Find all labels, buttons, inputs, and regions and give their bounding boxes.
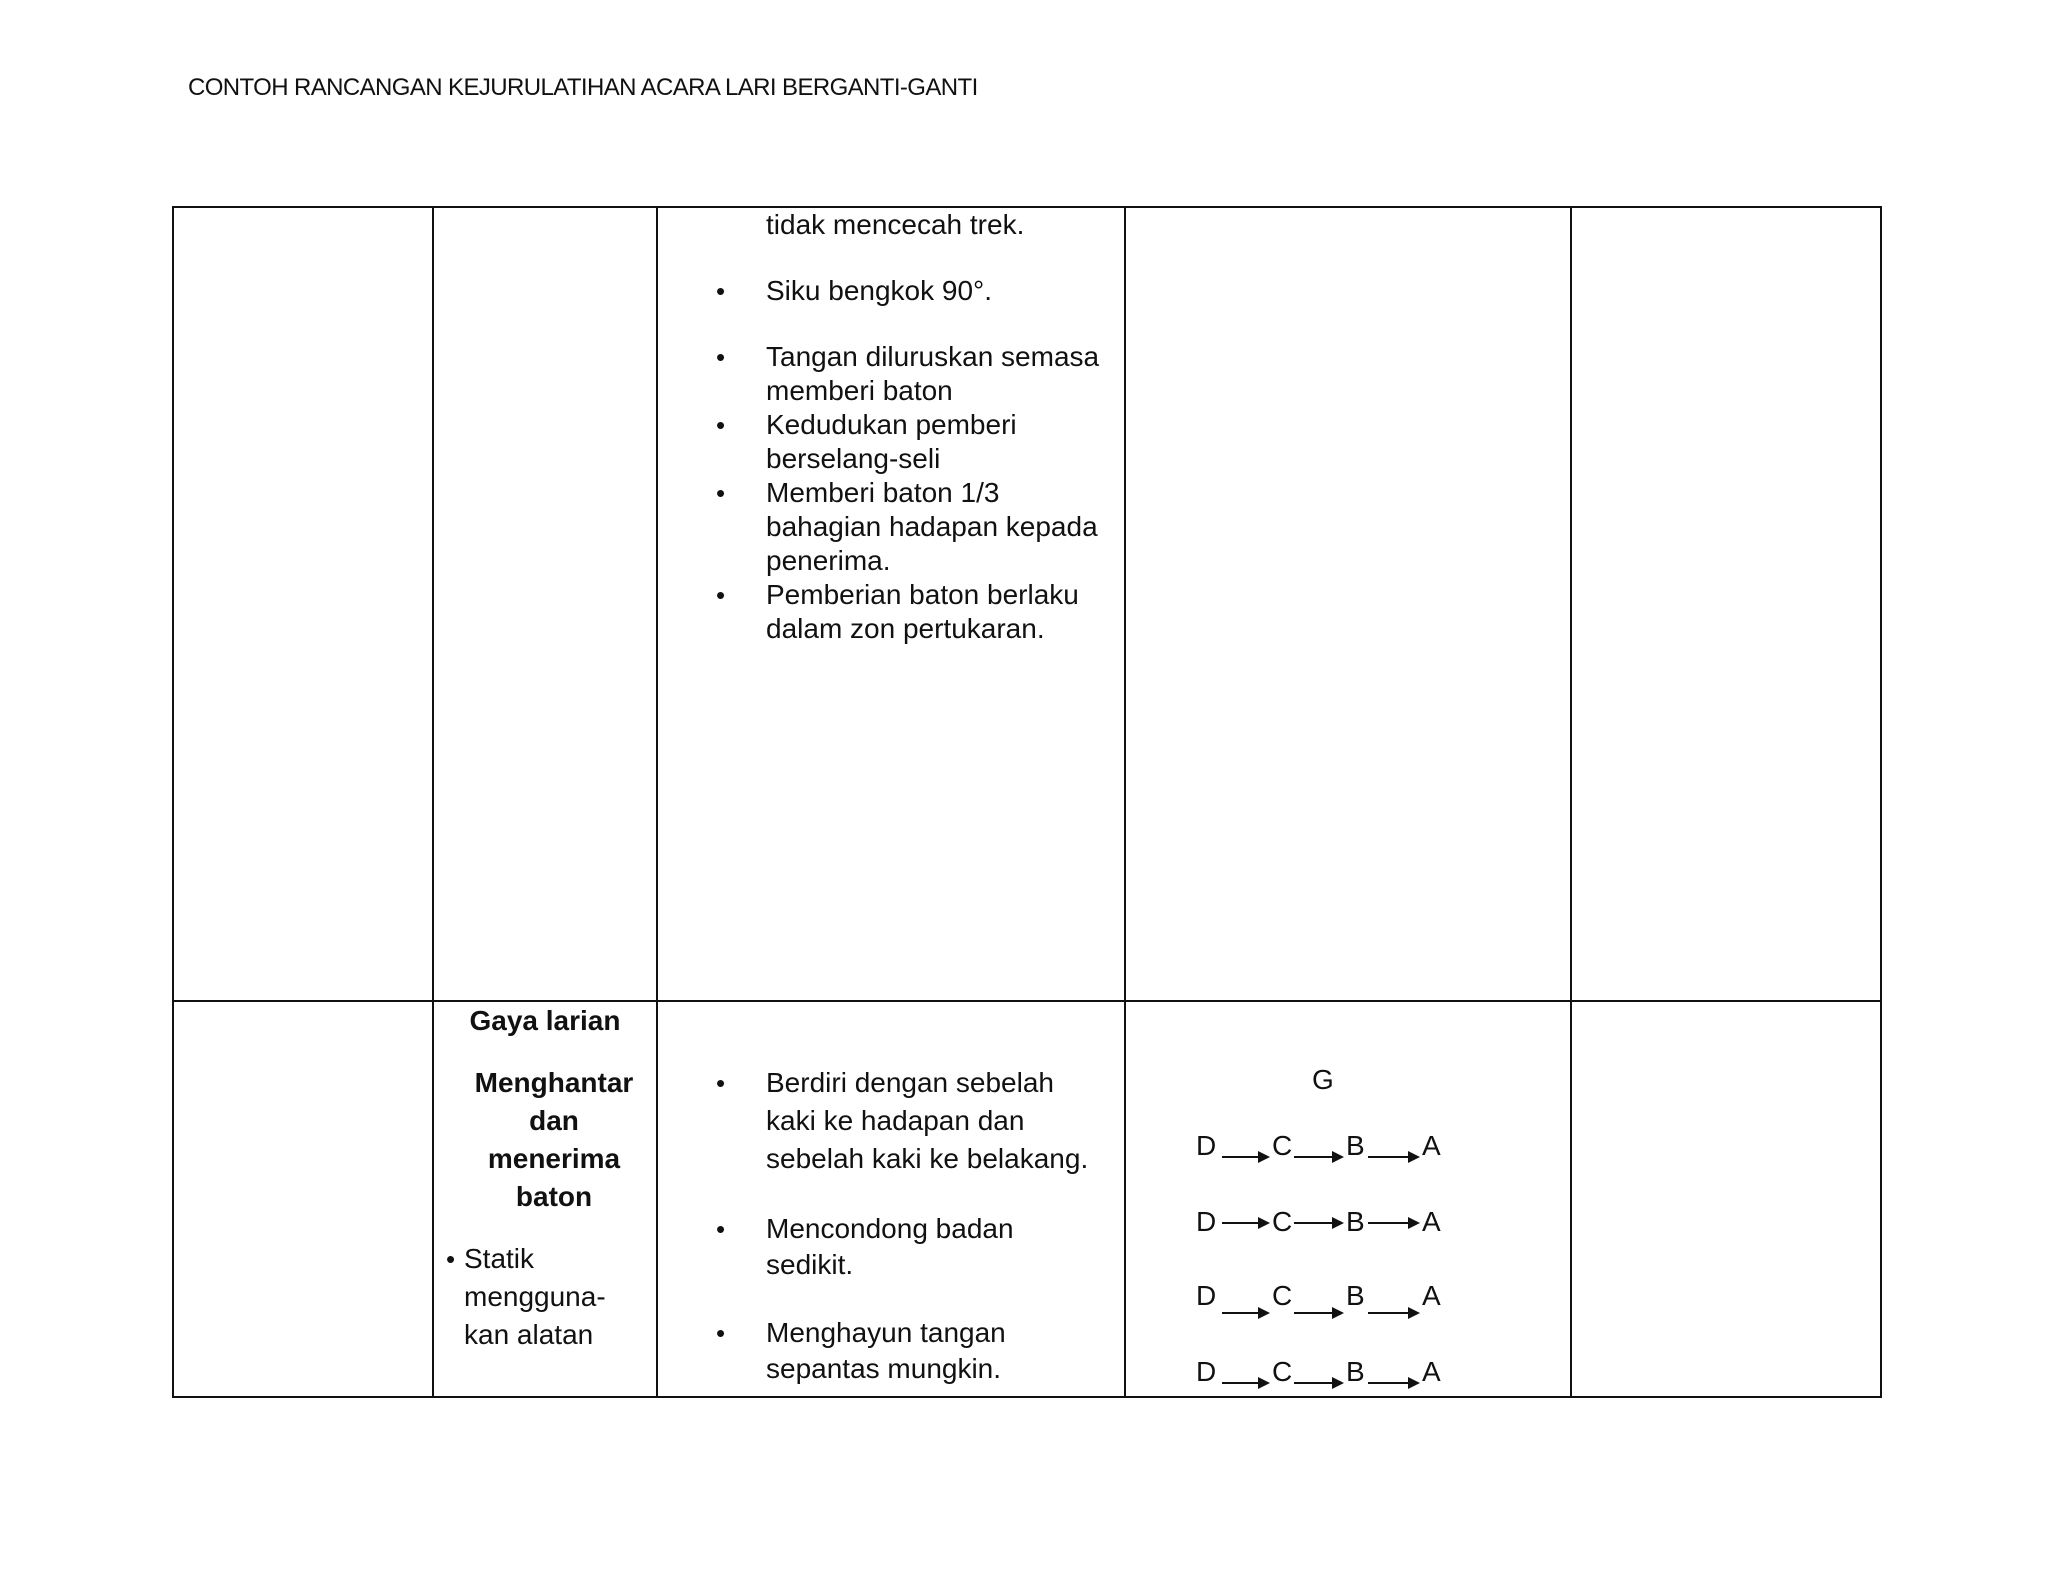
runner-label: D (1196, 1356, 1217, 1387)
runner-label: D (1196, 1130, 1217, 1161)
bullet-text: sebelah kaki ke belakang. (766, 1143, 1089, 1174)
bullet-text: Tangan diluruskan semasa (766, 341, 1100, 372)
bullet-text: Berdiri dengan sebelah (766, 1067, 1054, 1098)
bullet-text: Siku bengkok 90°. (766, 275, 993, 306)
runner-label: A (1422, 1280, 1441, 1311)
page-header: CONTOH RANCANGAN KEJURULATIHAN ACARA LARI BERGANTI-GANTI (188, 74, 978, 101)
bullet-text: Pemberian baton berlaku (766, 579, 1079, 610)
runner-label: A (1422, 1356, 1441, 1387)
arrow-icon (1368, 1156, 1418, 1158)
arrow-icon (1294, 1156, 1342, 1158)
arrow-icon (1294, 1382, 1342, 1384)
column-divider (1124, 208, 1126, 1396)
bullet-icon: • (716, 1318, 726, 1348)
arrow-icon (1222, 1312, 1268, 1314)
runner-label: D (1196, 1280, 1217, 1311)
bullet-text: berselang-seli (766, 443, 941, 474)
runner-label: C (1272, 1206, 1293, 1237)
bullet-text: Memberi baton 1/3 (766, 477, 1000, 508)
runner-label: C (1272, 1356, 1293, 1387)
bullet-text: sepantas mungkin. (766, 1353, 1002, 1384)
item-text: kan alatan (464, 1319, 594, 1350)
column-divider (432, 208, 434, 1396)
column-divider (656, 208, 658, 1396)
column-divider (1570, 208, 1572, 1396)
bullet-text: memberi baton (766, 375, 953, 406)
bullet-text: Menghayun tangan (766, 1317, 1006, 1348)
bullet-text: Mencondong badan (766, 1213, 1014, 1244)
bullet-text: bahagian hadapan kepada (766, 511, 1098, 542)
bullet-icon: • (446, 1244, 456, 1274)
arrow-icon (1222, 1222, 1268, 1224)
bullet-text: kaki ke hadapan dan (766, 1105, 1025, 1136)
bullet-text: dalam zon pertukaran. (766, 613, 1045, 644)
bullet-icon: • (716, 478, 726, 508)
diagram-label-g: G (1312, 1064, 1334, 1095)
skill-title-line: baton (515, 1181, 593, 1212)
bullet-icon: • (716, 410, 726, 440)
runner-label: B (1346, 1280, 1365, 1311)
arrow-icon (1368, 1312, 1418, 1314)
skill-title-line: menerima (487, 1143, 621, 1174)
bullet-text: penerima. (766, 545, 891, 576)
runner-label: D (1196, 1206, 1217, 1237)
bullet-text: sedikit. (766, 1249, 854, 1280)
bullet-icon: • (716, 1214, 726, 1244)
training-plan-table (172, 206, 1882, 1398)
runner-label: B (1346, 1356, 1365, 1387)
arrow-icon (1222, 1156, 1268, 1158)
arrow-icon (1368, 1222, 1418, 1224)
bullet-icon: • (716, 1068, 726, 1098)
runner-label: C (1272, 1280, 1293, 1311)
runner-label: A (1422, 1206, 1441, 1237)
arrow-icon (1294, 1312, 1342, 1314)
runner-label: A (1422, 1130, 1441, 1161)
section-title: Gaya larian (469, 1005, 621, 1036)
row-divider (174, 1000, 1880, 1002)
continued-text: tidak mencecah trek. (766, 209, 1025, 240)
bullet-icon: • (716, 276, 726, 306)
item-text: mengguna- (464, 1281, 606, 1312)
runner-label: C (1272, 1130, 1293, 1161)
arrow-icon (1368, 1382, 1418, 1384)
bullet-icon: • (716, 342, 726, 372)
bullet-icon: • (716, 580, 726, 610)
item-text: Statik (464, 1243, 535, 1274)
bullet-text: Kedudukan pemberi (766, 409, 1017, 440)
runner-label: B (1346, 1206, 1365, 1237)
runner-label: B (1346, 1130, 1365, 1161)
arrow-icon (1294, 1222, 1342, 1224)
skill-title-line: Menghantar (474, 1067, 634, 1098)
arrow-icon (1222, 1382, 1268, 1384)
skill-title-line: dan (529, 1105, 579, 1136)
